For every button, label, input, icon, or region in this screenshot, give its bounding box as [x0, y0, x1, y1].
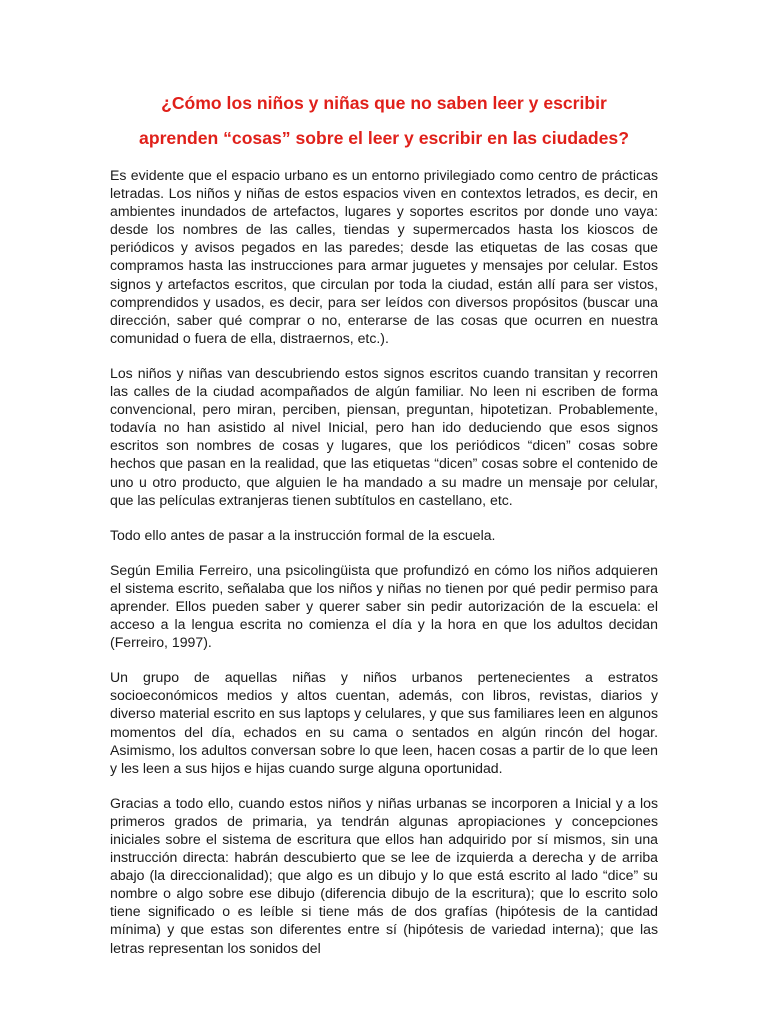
paragraph-2: Los niños y niñas van descubriendo estos signos escritos cuando transitan y recorren las calles de la ciudad acompañados de algún familiar. No leen ni escriben de forma convencional, pero miran, perciben, piensan, preguntan, hipotetizan. Probablemente, todavía no han asistido al nivel Inicial, pero han ido deduciendo que esos signos escritos son nombres de cosas y lugares, que los periódicos “dicen” cosas sobre hechos que pasan en la realidad, que las etiquetas “dicen” cosas sobre el contenido de uno u otro producto, que alguien le ha mandado a su madre un mensaje por celular, que las películas extranjeras tienen subtítulos en castellano, etc. [110, 364, 658, 508]
paragraph-5: Un grupo de aquellas niñas y niños urbanos pertenecientes a estratos socioeconómicos medios y altos cuentan, además, con libros, revistas, diarios y diverso material escrito en sus laptops y celulares, y que sus familiares leen en algunos momentos del día, echados en su cama o sentados en algún rincón del hogar. Asimismo, los adultos conversan sobre lo que leen, hacen cosas a partir de lo que leen y les leen a sus hijos e hijas cuando surge alguna oportunidad. [110, 669, 658, 776]
document-title-line-2: aprenden “cosas” sobre el leer y escribir en las ciudades? [139, 128, 629, 148]
paragraph-6: Gracias a todo ello, cuando estos niños y niñas urbanas se incorporen a Inicial y a los primeros grados de primaria, ya tendrán algunas apropiaciones y concepciones iniciales sobre el sistema de escritura que ellos han adquirido por sí mismos, sin una instrucción directa: habrán descubierto que se lee de izquierda a derecha y de arriba abajo (la direccionalidad); que algo es un dibujo y lo que está escrito al lado “dice” su nombre o algo sobre ese dibujo (diferencia dibujo de la escritura); que lo escrito solo tiene significado o es leíble si tiene más de dos grafías (hipótesis de la cantidad mínima) y que estas son diferentes entre sí (hipótesis de variedad interna); que las letras representan los sonidos del [110, 794, 658, 956]
document-body [110, 166, 658, 974]
paragraph-3: Todo ello antes de pasar a la instrucción formal de la escuela. [110, 526, 496, 543]
paragraph-1: Es evidente que el espacio urbano es un entorno privilegiado como centro de prácticas letradas. Los niños y niñas de estos espacios viven en contextos letrados, es decir, en ambientes inundados de artefactos, lugares y soportes escritos por donde uno vaya: desde los nombres de las calles, tiendas y supermercados hasta los kioscos de periódicos y avisos pegados en las paredes; desde las etiquetas de las cosas que compramos hasta las instrucciones para armar juguetes y mensajes por celular. Estos signos y artefactos escritos, que circulan por toda la ciudad, están allí para ser vistos, comprendidos y usados, es decir, para ser leídos con diversos propósitos (buscar una dirección, saber qué comprar o no, enterarse de las cosas que ocurren en nuestra comunidad o fuera de ella, distraernos, etc.). [110, 167, 658, 346]
document-title-line-1: ¿Cómo los niños y niñas que no saben leer y escribir [161, 93, 607, 113]
paragraph-4: Según Emilia Ferreiro, una psicolingüista que profundizó en cómo los niños adquieren el sistema escrito, señalaba que los niños y niñas no tienen por qué pedir permiso para aprender. Ellos pueden saber y querer saber sin pedir autorización de la escuela: el acceso a la lengua escrita no comienza el día y la hora en que los adultos decidan (Ferreiro, 1997). [110, 561, 658, 651]
